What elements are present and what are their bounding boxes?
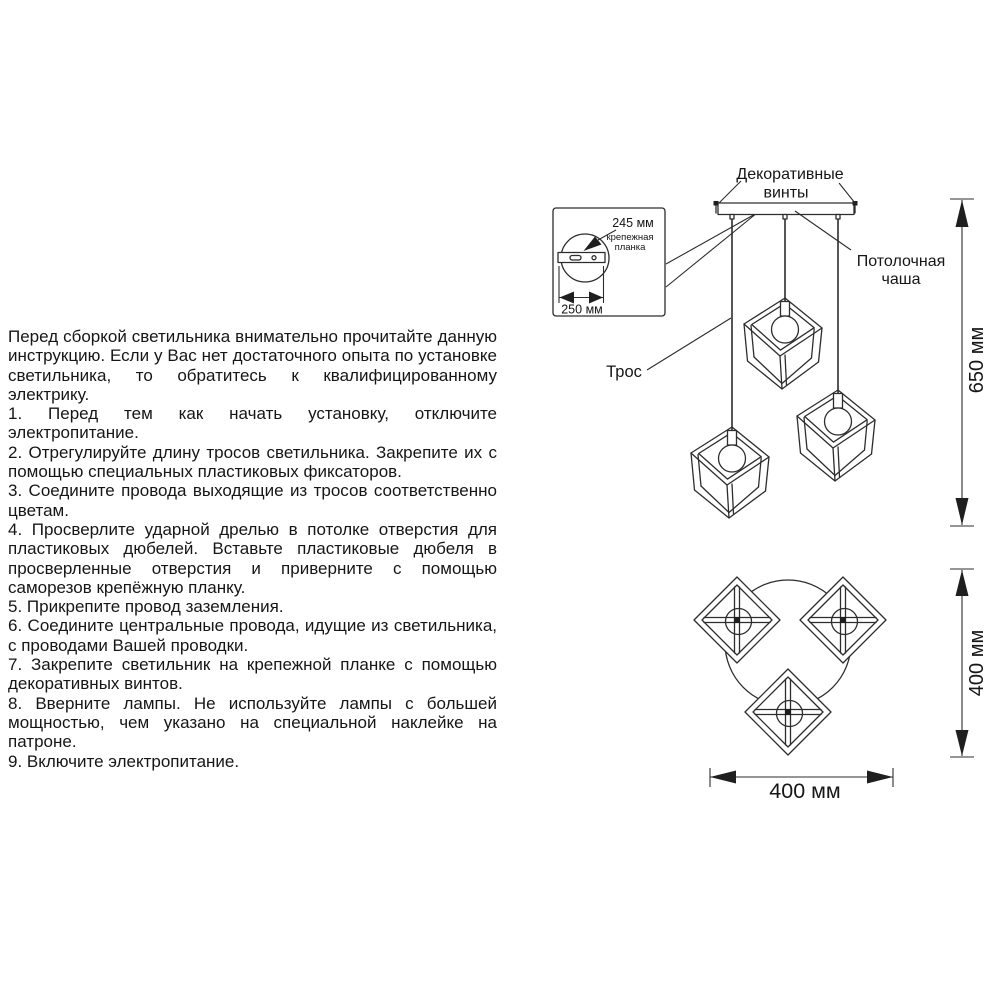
dimension-depth-400	[950, 569, 988, 757]
ceiling-plate	[714, 201, 858, 219]
top-view	[694, 577, 886, 755]
svg-text:Декоративные: Декоративные	[736, 166, 844, 183]
cord-grip	[836, 215, 840, 220]
label-cable	[606, 318, 731, 381]
instruction-step: 9. Включите электропитание.	[8, 751, 240, 771]
mounting-plate-inset	[553, 208, 665, 317]
dim-arrowhead-icon	[956, 570, 969, 596]
inset-dim-245: 245 мм	[612, 216, 654, 230]
instruction-step: 8. Вверните лампы. Не используйте лампы с большей мощностью, чем указано на специальной наклейке на патроне.	[8, 693, 497, 752]
shade-top-view	[694, 577, 780, 663]
instruction-step: 5. Прикрепите провод заземления.	[8, 597, 284, 617]
svg-text:400 мм: 400 мм	[769, 779, 841, 803]
svg-text:винты: винты	[763, 184, 809, 202]
inset-callout-line	[666, 213, 757, 287]
svg-text:650 мм: 650 мм	[966, 326, 988, 394]
instruction-step: 7. Закрепите светильник на крепежной планке с помощью декоративных винтов.	[8, 655, 497, 694]
lamp-cage-right	[797, 390, 875, 481]
instruction-step: 2. Отрегулируйте длину тросов светильника. Закрепите их с помощью специальных пластиковых фиксаторов.	[8, 442, 497, 482]
inset-strip-label: крепежная	[606, 232, 654, 243]
dimension-width-400	[710, 768, 893, 803]
label-decorative-screws	[719, 166, 855, 203]
instruction-step: 1. Перед тем как начать установку, отключите электропитание.	[8, 404, 497, 443]
shade-top-view	[800, 577, 886, 663]
shade-top-view	[745, 669, 831, 755]
lamp-cage-left	[691, 427, 769, 518]
svg-text:Трос: Трос	[606, 363, 642, 381]
instruction-step: 3. Соедините провода выходящие из тросов соответственно цветам.	[8, 481, 497, 520]
dim-arrowhead-icon	[956, 730, 969, 756]
cord-grip	[783, 215, 787, 220]
instruction-step: 4. Просверлите ударной дрелью в потолке отверстия для пластиковых дюбелей. Вставьте пластиковые дюбеля в просверленные отверстия и приверните с помощью саморезов крепёжную планку.	[8, 519, 497, 597]
dim-arrowhead-icon	[956, 498, 969, 525]
dim-arrowhead-icon	[956, 200, 969, 227]
dimension-height-650	[950, 199, 988, 526]
svg-text:чаша: чаша	[881, 271, 921, 288]
dim-arrowhead-icon	[710, 771, 736, 784]
dim-arrowhead-icon	[867, 771, 893, 784]
cord-grip	[730, 215, 734, 220]
decorative-screw-icon	[714, 201, 719, 206]
inset-dim-250: 250 мм	[561, 302, 603, 317]
inset-strip-label: планка	[614, 242, 646, 253]
svg-text:Потолочная: Потолочная	[856, 253, 946, 270]
inset-callout-line	[666, 213, 757, 264]
label-ceiling-cup	[795, 211, 945, 288]
svg-text:400 мм: 400 мм	[966, 629, 988, 697]
lamp-cage-top	[744, 298, 822, 389]
instruction-step: 6. Соедините центральные провода, идущие из светильника, с проводами Вашей проводки.	[8, 616, 497, 655]
instructions-intro: Перед сборкой светильника внимательно прочитайте данную инструкцию. Если у Вас нет достаточного опыта по установке светильника, то обратитесь к квалифицированному электрику.	[8, 327, 497, 404]
